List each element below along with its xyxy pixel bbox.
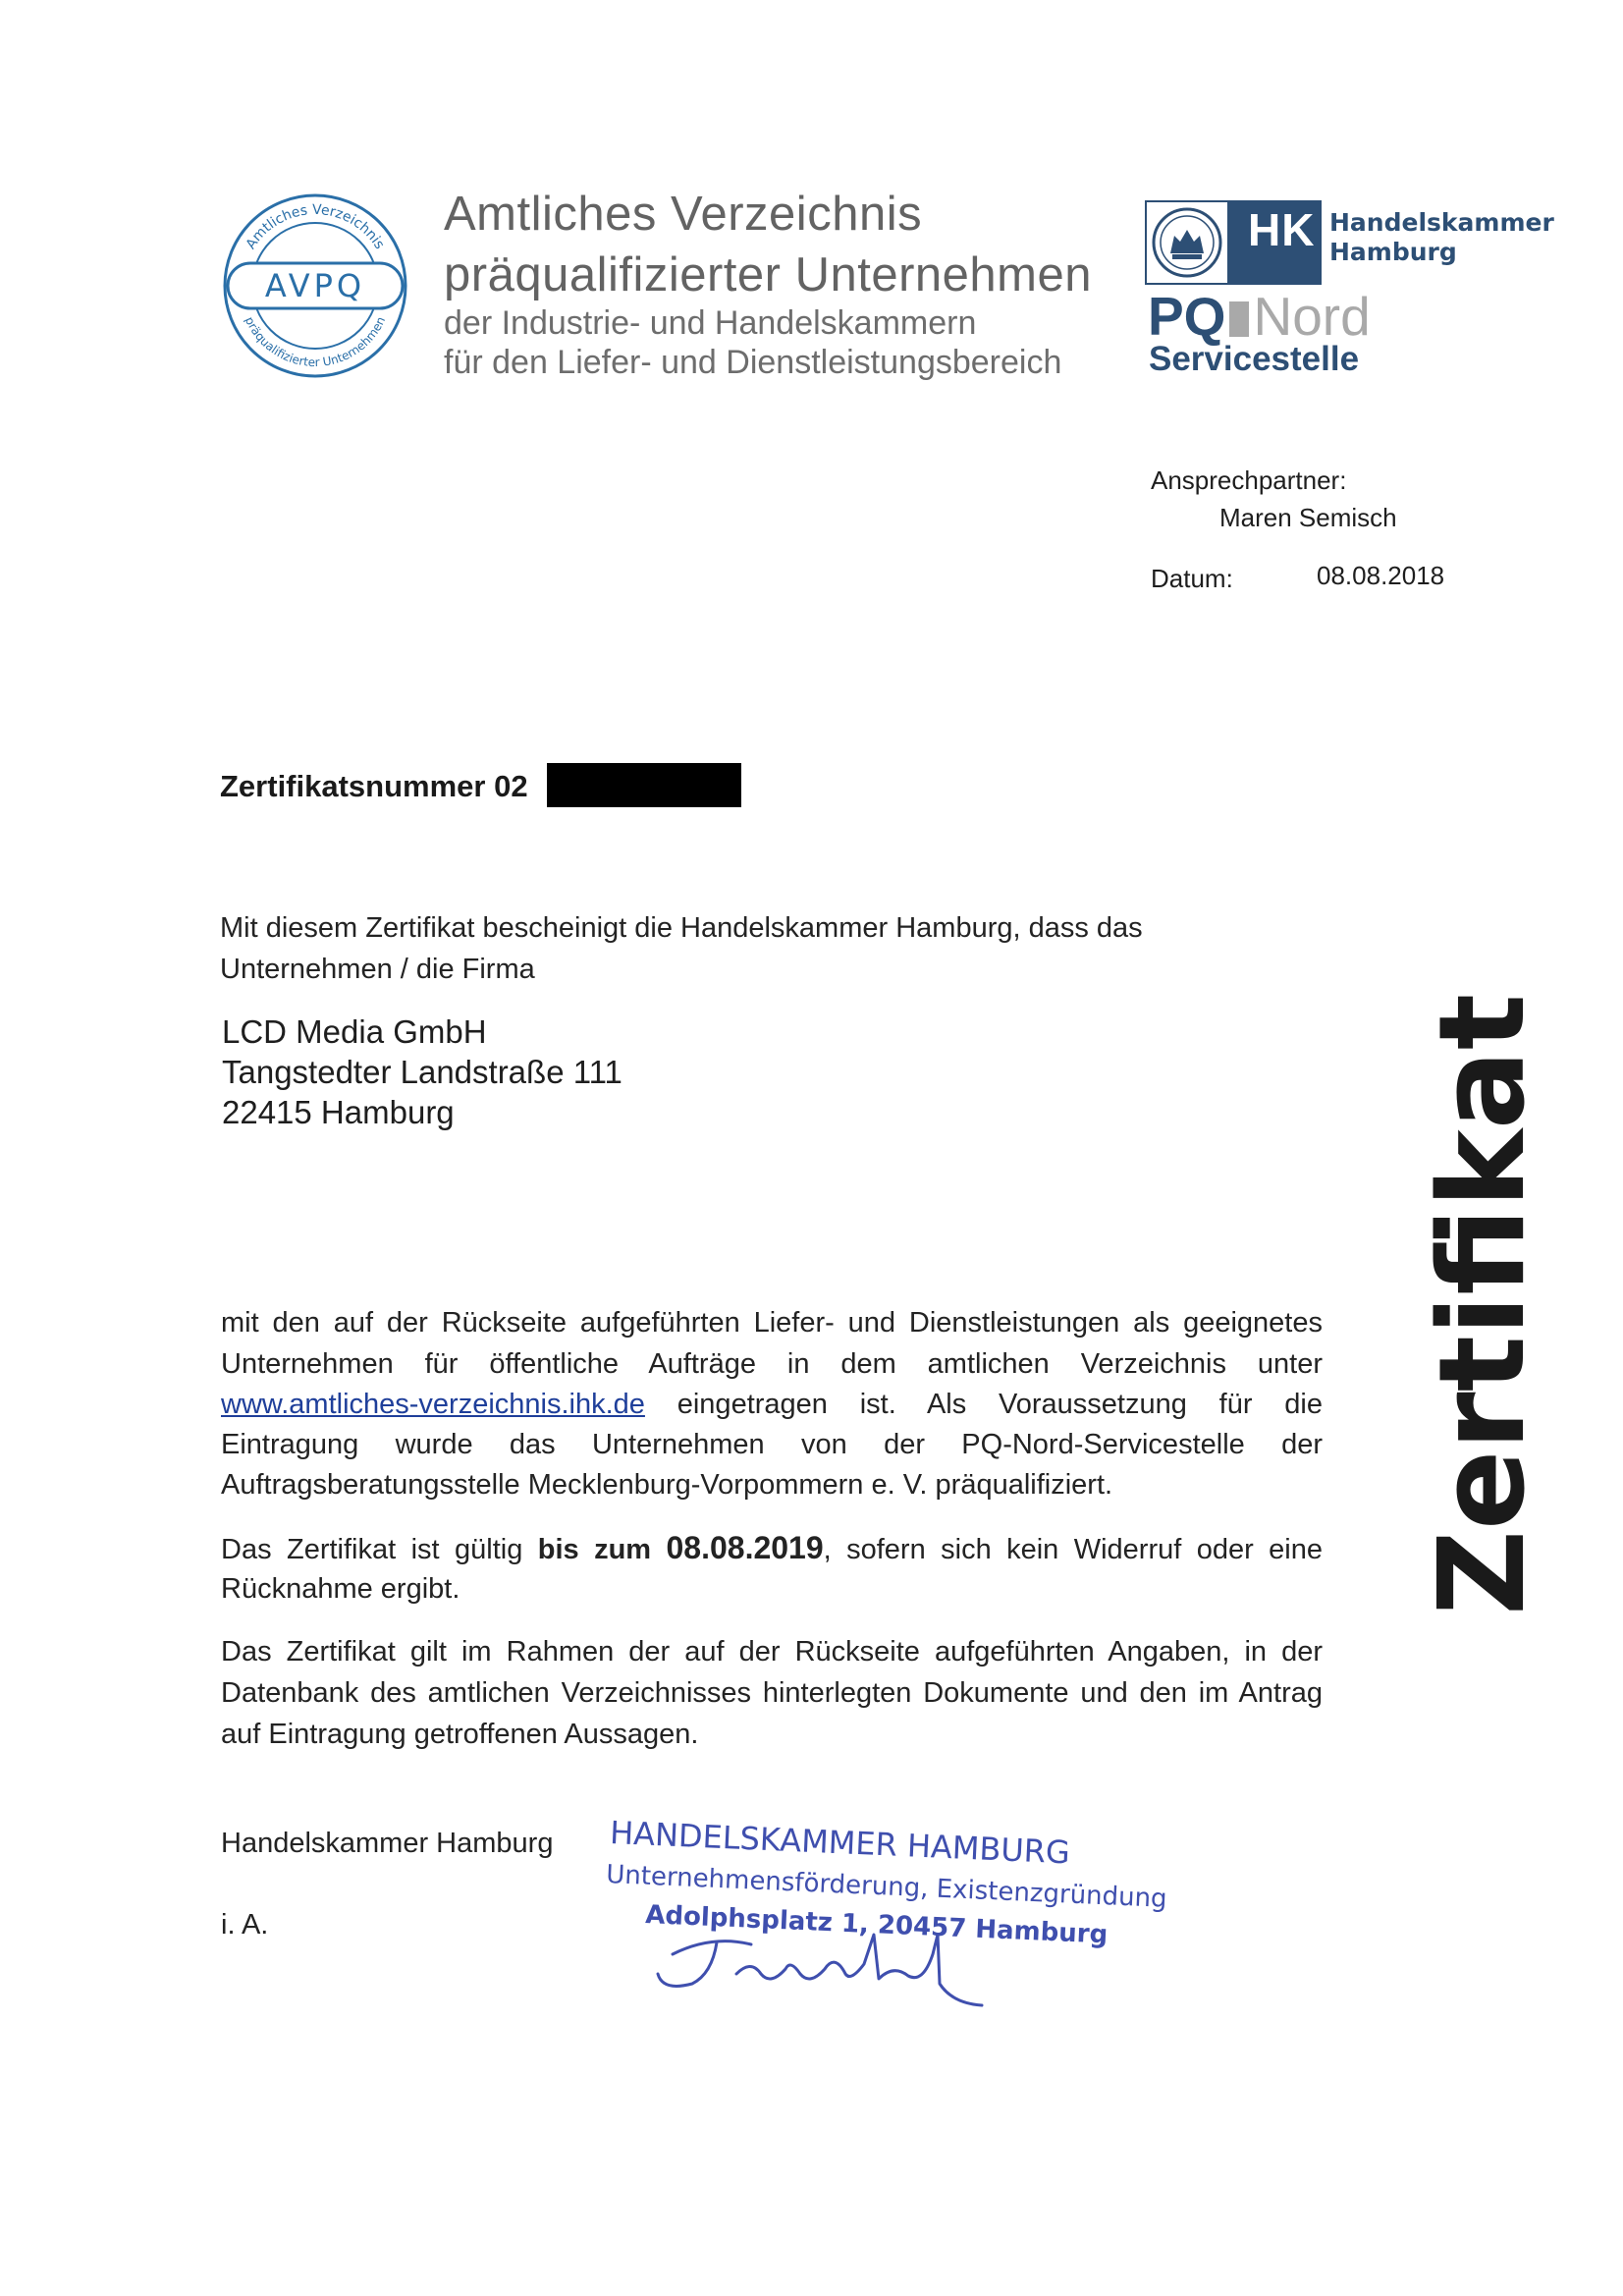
- pq-servicestelle-label: Servicestelle: [1149, 340, 1360, 378]
- signature-ia: i. A.: [221, 1909, 269, 1941]
- date-label: Datum:: [1151, 564, 1233, 593]
- scope-line3: auf Eintragung getroffenen Aussagen.: [221, 1719, 699, 1750]
- pq-logo-part2: Nord: [1253, 286, 1371, 347]
- validity-date: 08.08.2019: [666, 1530, 824, 1565]
- avpq-title-line1: Amtliches Verzeichnis: [444, 188, 923, 241]
- pq-logo-part1: PQ: [1148, 286, 1226, 347]
- avpq-seal-ring-bottom: präqualifizierter Unternehmen: [242, 314, 389, 370]
- signature-org: Handelskammer Hamburg: [221, 1828, 554, 1859]
- validity-line1: [221, 1527, 1323, 1570]
- handwritten-signature: [643, 1915, 997, 2008]
- validity-suffix: , sofern sich kein Widerruf oder eine: [823, 1534, 1323, 1565]
- certificate-number: Zertifikatsnummer 02: [220, 769, 528, 803]
- hk-name-line1: Handelskammer: [1329, 208, 1554, 237]
- scope-line2: Datenbank des amtlichen Verzeichnisses hinterlegten Dokumente und den im Antrag: [221, 1677, 1323, 1709]
- validity-prefix: Das Zertifikat ist gültig: [221, 1534, 523, 1565]
- zertifikat-side-label: Zertifikat: [1415, 993, 1551, 1615]
- stamp-line3: Adolphsplatz 1, 20457 Hamburg: [644, 1900, 1109, 1950]
- main-paragraph-line1: mit den auf der Rückseite aufgeführten Liefer- und Dienstleistungen als geeignetes: [221, 1307, 1323, 1339]
- redaction-bar: [547, 763, 741, 807]
- avpq-seal-ring-top: Amtliches Verzeichnis: [243, 201, 388, 252]
- intro-line2: Unternehmen / die Firma: [220, 954, 535, 985]
- avpq-title-line2: präqualifizierter Unternehmen: [444, 248, 1092, 301]
- contact-name: Maren Semisch: [1219, 503, 1397, 532]
- main-paragraph-line3: [221, 1384, 1323, 1425]
- main-paragraph-line4: Eintragung wurde das Unternehmen von der PQ-Nord-Servicestelle der: [221, 1429, 1323, 1460]
- pq-logo-square-icon: [1229, 301, 1249, 337]
- intro-line1: Mit diesem Zertifikat bescheinigt die Handelskammer Hamburg, dass das: [220, 912, 1143, 944]
- avpq-seal-logo: [222, 192, 408, 379]
- stamp-line2: Unternehmensförderung, Existenzgründung: [605, 1860, 1168, 1914]
- scope-line1: Das Zertifikat gilt im Rahmen der auf der Rückseite aufgeführten Angaben, in der: [221, 1636, 1323, 1667]
- company-name: LCD Media GmbH: [222, 1013, 487, 1050]
- main-paragraph-line2: Unternehmen für öffentliche Aufträge in dem amtlichen Verzeichnis unter: [221, 1348, 1323, 1380]
- contact-label: Ansprechpartner:: [1151, 465, 1347, 495]
- company-street: Tangstedter Landstraße 111: [222, 1054, 622, 1090]
- validity-line2: Rücknahme ergibt.: [221, 1573, 460, 1605]
- pq-nord-logo: [1148, 285, 1371, 348]
- hk-crest-icon: [1147, 202, 1227, 283]
- validity-bold: bis zum: [537, 1534, 652, 1565]
- main-paragraph-line3-rest: eingetragen ist. Als Voraussetzung für die: [676, 1389, 1323, 1420]
- hk-name-line2: Hamburg: [1329, 238, 1457, 266]
- avpq-subtitle-line2: für den Liefer- und Dienstleistungsbereich: [444, 344, 1062, 381]
- date-value: 08.08.2018: [1317, 561, 1445, 590]
- ihk-verzeichnis-link[interactable]: www.amtliches-verzeichnis.ihk.de: [221, 1389, 645, 1420]
- stamp-line1: HANDELSKAMMER HAMBURG: [609, 1814, 1071, 1872]
- avpq-subtitle-line1: der Industrie- und Handelskammern: [444, 304, 977, 342]
- company-city: 22415 Hamburg: [222, 1094, 455, 1130]
- main-paragraph-line5: Auftragsberatungsstelle Mecklenburg-Vorpommern e. V. präqualifiziert.: [221, 1469, 1113, 1501]
- avpq-seal-center-text: AVPQ: [264, 267, 366, 304]
- hk-logo-letters: HK: [1248, 204, 1316, 255]
